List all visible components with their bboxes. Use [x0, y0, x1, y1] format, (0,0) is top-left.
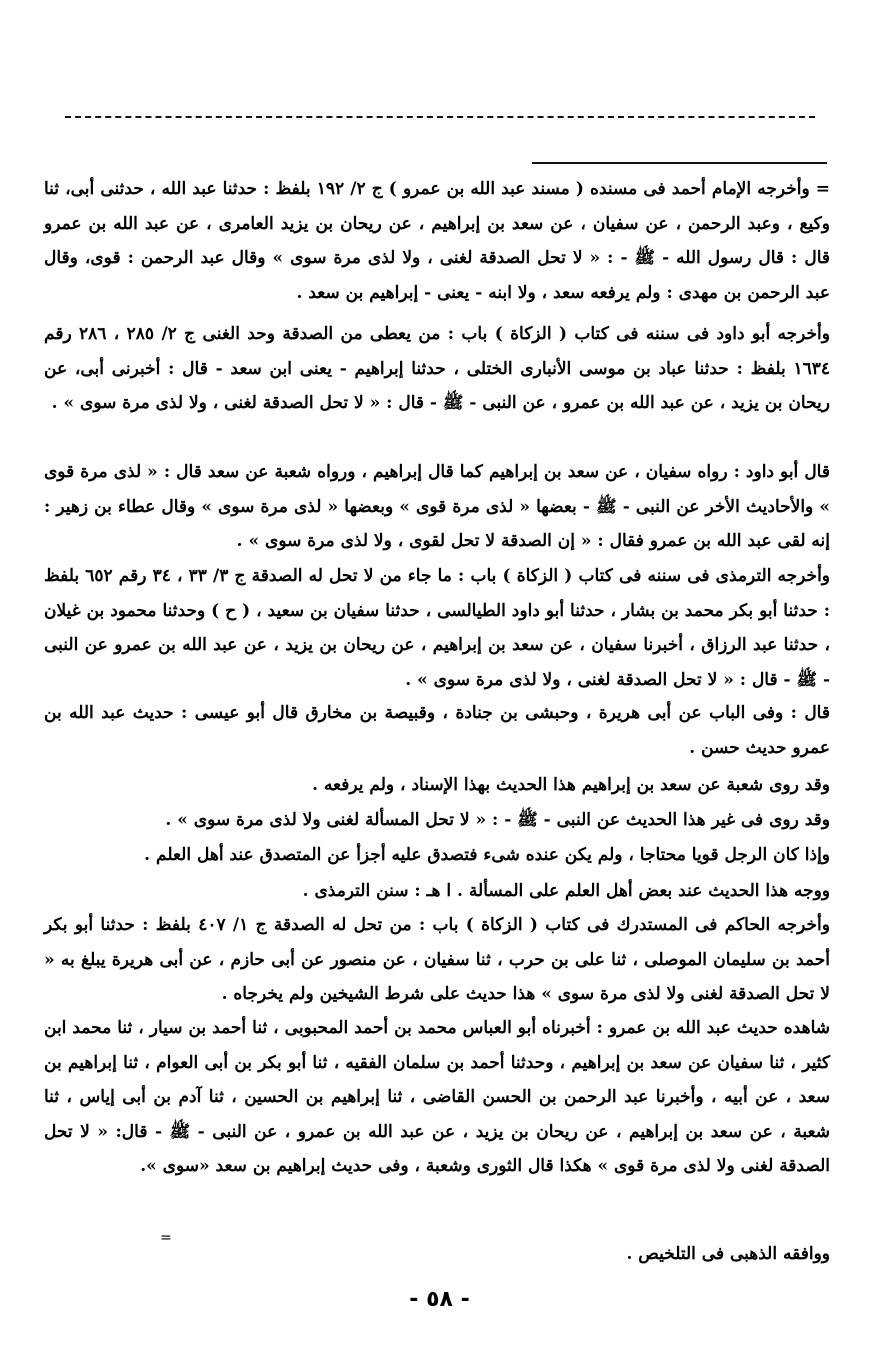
footnote-paragraph: وقد روى فى غير هذا الحديث عن النبى - ﷺ - : « لا تحل المسألة لغنى ولا لذى مرة سوى » .	[165, 810, 830, 830]
page-number: - ٥٨ -	[409, 1287, 470, 1312]
continuation-mark: =	[160, 1230, 172, 1246]
footnote-paragraph: وأخرجه الترمذى فى سننه فى كتاب ( الزكاة ) باب : ما جاء من لا تحل له الصدقة ج ٣/ ٣٣ ، ٣٤ رقم ٦٥٢ بلفظ : حدثنا أبو بكر محمد بن بشار ، حدثنا أبو داود الطيالسى ، حدثنا سفيان بن سعيد ، ( ح ) وحدثنا محمود بن غيلان ، حدثنا عبد الرزاق ، أخبرنا سفيان ، عن سعد بن إبراهيم ، عن ريحان بن يزيد ، عن عبد الله بن عمرو عن النبى - ﷺ - قال : « لا تحل الصدقة لغنى ، ولا لذى مرة سوى » .	[44, 566, 830, 690]
footnote-paragraph: وقد روى شعبة عن سعد بن إبراهيم هذا الحديث بهذا الإسناد ، ولم يرفعه .	[312, 775, 830, 795]
footnote-paragraph: وإذا كان الرجل قويا محتاجا ، ولم يكن عنده شىء فتصدق عليه أجزأ عن المتصدق عند أهل العلم .	[144, 845, 830, 865]
footnote-rule	[532, 162, 827, 164]
footnote-paragraph: قال : وفى الباب عن أبى هريرة ، وحبشى بن جنادة ، وقبيصة بن مخارق قال أبو عيسى : حديث عبد الله بن عمرو حديث حسن .	[44, 703, 830, 758]
footnote-paragraph: = وأخرجه الإمام أحمد فى مسنده ( مسند عبد الله بن عمرو ) ج ٢/ ١٩٢ بلفظ : حدثنا عبد الله ، حدثنى أبى، ثنا وكيع ، وعبد الرحمن ، عن سفيان ، عن سعد بن إبراهيم ، عن ريحان بن يزيد العامرى ، عن عبد الله بن عمرو قال : قال رسول الله - ﷺ - : « لا تحل الصدقة لغنى ، ولا لذى مرة سوى » وقال عبد الرحمن : قوى، وقال عبد الرحمن بن مهدى : ولم يرفعه سعد ، ولا ابنه - يعنى - إبراهيم بن سعد .	[44, 179, 830, 303]
footnote-paragraph: ووافقه الذهبى فى التلخيص .	[626, 1244, 830, 1264]
footnote-paragraph: وأخرجه أبو داود فى سننه فى كتاب ( الزكاة ) باب : من يعطى من الصدقة وحد الغنى ج ٢/ ٢٨٥ ، ٢٨٦ رقم ١٦٣٤ بلفظ : حدثنا عباد بن موسى الأنبارى الختلى ، حدثنا إبراهيم - يعنى ابن سعد - قال : أخبرنى أبى، عن ريحان بن يزيد ، عن عبد الله بن عمرو ، عن النبى - ﷺ - قال : « لا تحل الصدقة لغنى ، ولا لذى مرة سوى » .	[44, 324, 830, 414]
footnote-paragraph: ووجه هذا الحديث عند بعض أهل العلم على المسألة . ا هـ : سنن الترمذى .	[302, 881, 830, 901]
footnote-paragraph: شاهده حديث عبد الله بن عمرو : أخبرناه أبو العباس محمد بن أحمد المحبوبى ، ثنا أحمد بن سيار ، ثنا محمد ابن كثير ، ثنا سفيان عن سعد بن إبراهيم ، وحدثنا أحمد بن سلمان الفقيه ، ثنا أبو بكر بن أبى العوام ، ثنا إبراهيم بن سعد ، عن أبيه ، وأخبرنا عبد الرحمن بن الحسن القاضى ، ثنا إبراهيم بن الحسين ، ثنا آدم بن أبى إياس ، ثنا شعبة ، عن سعد بن إبراهيم ، عن ريحان بن يزيد ، عن عبد الله بن عمرو ، عن النبى - ﷺ - قال: « لا تحل الصدقة لغنى ولا لذى مرة قوى » هكذا قال الثورى وشعبة ، وفى حديث إبراهيم بن سعد «سوى ».	[44, 1018, 830, 1177]
footnote-paragraph: قال أبو داود : رواه سفيان ، عن سعد بن إبراهيم كما قال إبراهيم ، ورواه شعبة عن سعد قال : « لذى مرة قوى » والأحاديث الأخر عن النبى - ﷺ - بعضها « لذى مرة قوى » وبعضها « لذى مرة سوى » وقال عطاء بن زهير : إنه لقى عبد الله بن عمرو فقال : « إن الصدقة لا تحل لقوى ، ولا لذى مرة سوى » .	[44, 462, 830, 552]
top-dashed-separator	[65, 116, 815, 118]
footnote-paragraph: وأخرجه الحاكم فى المستدرك فى كتاب ( الزكاة ) باب : من تحل له الصدقة ج ١/ ٤٠٧ بلفظ : حدثنا أبو بكر أحمد بن سليمان الموصلى ، ثنا على بن حرب ، ثنا سفيان ، عن منصور عن أبى حازم ، عن أبى هريرة يبلغ به « لا تحل الصدقة لغنى ولا لذى مرة سوى » هذا حديث على شرط الشيخين ولم يخرجاه .	[44, 915, 830, 1005]
